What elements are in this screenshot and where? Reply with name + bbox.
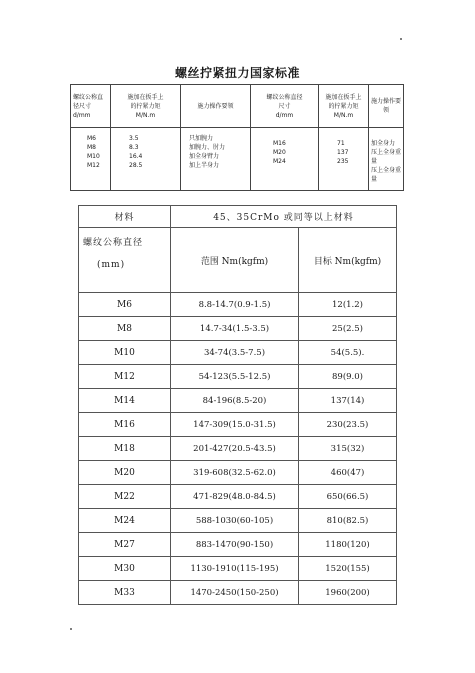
table-row xyxy=(79,581,397,605)
table-row xyxy=(79,341,397,365)
table-row xyxy=(79,389,397,413)
left-sizes-cell: M6 M8 M10 M12 xyxy=(71,128,111,191)
right-sizes-cell: M16 M20 M24 xyxy=(251,128,319,191)
target-cell: 315(32) xyxy=(299,437,397,461)
size-cell: M10 xyxy=(79,341,171,365)
size-cell: M20 xyxy=(79,461,171,485)
target-cell: 54(5.5). xyxy=(299,341,397,365)
range-cell: 1470-2450(150-250) xyxy=(171,581,299,605)
target-cell: 12(1.2) xyxy=(299,293,397,317)
range-cell: 84-196(8.5-20) xyxy=(171,389,299,413)
range-cell: 201-427(20.5-43.5) xyxy=(171,437,299,461)
table1-header-row xyxy=(71,85,404,128)
target-cell: 460(47) xyxy=(299,461,397,485)
target-cell: 1180(120) xyxy=(299,533,397,557)
table-row xyxy=(79,437,397,461)
size-cell: M12 xyxy=(79,365,171,389)
material-row xyxy=(79,206,397,228)
range-cell: 147-309(15.0-31.5) xyxy=(171,413,299,437)
target-cell: 810(82.5) xyxy=(299,509,397,533)
material-value: 45、35CrMo 或同等以上材料 xyxy=(171,206,397,228)
table-row xyxy=(79,557,397,581)
header-operation-method: 施力操作要领 xyxy=(181,85,251,128)
size-cell: M27 xyxy=(79,533,171,557)
range-cell: 471-829(48.0-84.5) xyxy=(171,485,299,509)
table-row xyxy=(79,461,397,485)
target-cell: 1520(155) xyxy=(299,557,397,581)
header-target: 目标 Nm(kgfm) xyxy=(299,228,397,293)
header-range: 范围 Nm(kgfm) xyxy=(171,228,299,293)
range-cell: 1130-1910(115-195) xyxy=(171,557,299,581)
range-cell: 588-1030(60-105) xyxy=(171,509,299,533)
table-row xyxy=(79,293,397,317)
right-methods-cell: 加全身力 压上全身重量 压上全身重量 xyxy=(369,128,404,191)
header-nominal-diameter-2: 螺纹公称直径 尺寸 d/mm xyxy=(251,85,319,128)
torque-range-table xyxy=(78,205,397,605)
target-cell: 137(14) xyxy=(299,389,397,413)
right-torques-cell: 71 137 235 xyxy=(319,128,369,191)
size-cell: M6 xyxy=(79,293,171,317)
page-mark-dot xyxy=(70,628,72,630)
target-cell: 1960(200) xyxy=(299,581,397,605)
table1-body-row xyxy=(71,128,404,191)
header-operation-method-2: 施力操作要领 xyxy=(369,85,404,128)
target-cell: 89(9.0) xyxy=(299,365,397,389)
table-row xyxy=(79,413,397,437)
table-row xyxy=(79,533,397,557)
size-cell: M24 xyxy=(79,509,171,533)
table-row xyxy=(79,485,397,509)
left-torques-cell: 3.5 8.3 16.4 28.5 xyxy=(111,128,181,191)
size-cell: M30 xyxy=(79,557,171,581)
column-header-row xyxy=(79,228,397,293)
page-title: 螺丝拧紧扭力国家标准 xyxy=(174,66,300,80)
size-cell: M33 xyxy=(79,581,171,605)
header-wrench-torque-2: 施加在扳手上 的拧紧力矩 M/N.m xyxy=(319,85,369,128)
material-label: 材料 xyxy=(79,206,171,228)
range-cell: 319-608(32.5-62.0) xyxy=(171,461,299,485)
table-row xyxy=(79,317,397,341)
range-cell: 8.8-14.7(0.9-1.5) xyxy=(171,293,299,317)
range-cell: 54-123(5.5-12.5) xyxy=(171,365,299,389)
range-cell: 34-74(3.5-7.5) xyxy=(171,341,299,365)
page-mark-dot xyxy=(400,38,402,40)
table-row xyxy=(79,365,397,389)
header-nominal-diameter-mm: 螺纹公称直径 (mm) xyxy=(79,228,171,293)
target-cell: 230(23.5) xyxy=(299,413,397,437)
range-cell: 883-1470(90-150) xyxy=(171,533,299,557)
range-cell: 14.7-34(1.5-3.5) xyxy=(171,317,299,341)
header-nominal-diameter: 螺纹公称直 径尺寸 d/mm xyxy=(71,85,111,128)
target-cell: 25(2.5) xyxy=(299,317,397,341)
size-cell: M16 xyxy=(79,413,171,437)
header-wrench-torque: 施加在扳手上 的拧紧力矩 M/N.m xyxy=(111,85,181,128)
torque-standard-table xyxy=(70,84,404,191)
table-row xyxy=(79,509,397,533)
size-cell: M8 xyxy=(79,317,171,341)
size-cell: M18 xyxy=(79,437,171,461)
size-cell: M14 xyxy=(79,389,171,413)
target-cell: 650(66.5) xyxy=(299,485,397,509)
size-cell: M22 xyxy=(79,485,171,509)
left-methods-cell: 只加腕力 加腕力、肘力 加全身臂力 加上半身力 xyxy=(181,128,251,191)
